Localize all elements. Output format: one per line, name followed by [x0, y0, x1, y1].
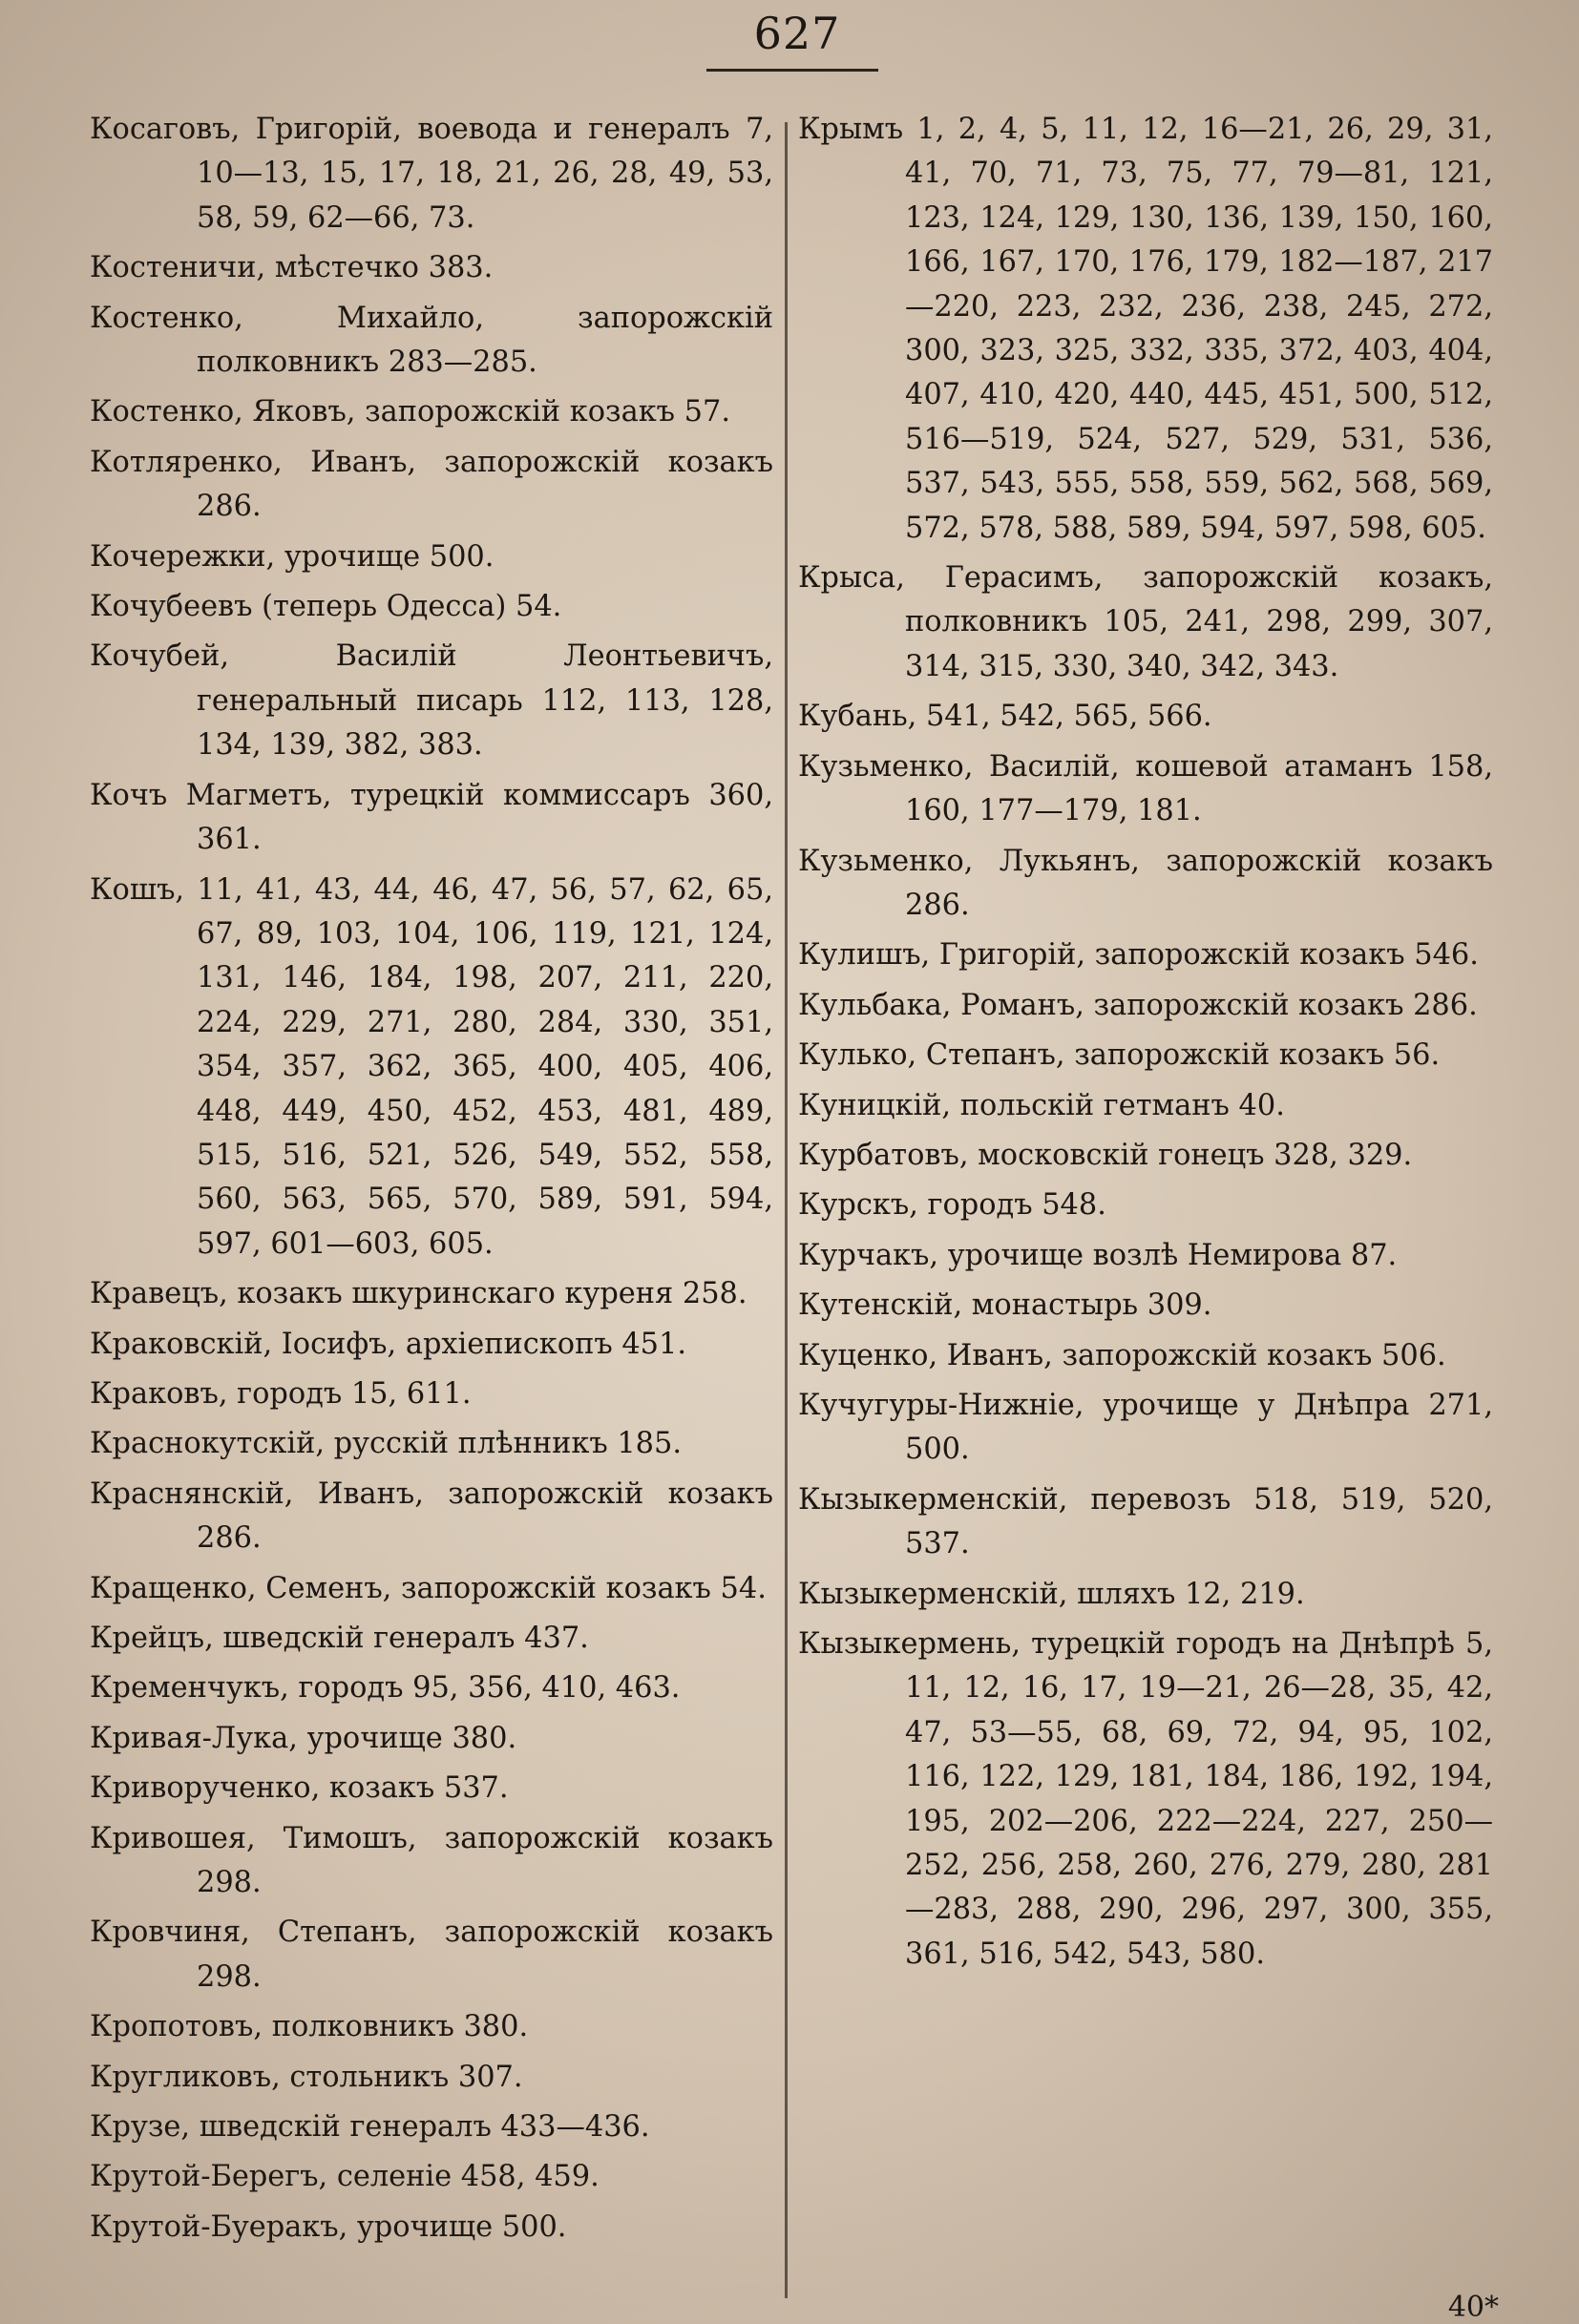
- index-entry: Краковскій, Іосифъ, архіепископъ 451.: [90, 1327, 686, 1361]
- column-divider: [785, 122, 788, 2298]
- index-entry: Кубань, 541, 542, 565, 566.: [798, 700, 1212, 734]
- index-entry: Кучугуры-Нижніе, урочище у Днѣпра 271, 500.: [798, 1388, 1493, 1467]
- index-entry: Кошъ, 11, 41, 43, 44, 46, 47, 56, 57, 62, 65, 67, 89, 103, 104, 106, 119, 121, 124, 131, 146, 184, 198, 207, 211, 220, 224, 229, 271, 280, 284, 330, 351, 354, 357, 362, 365, 400, 405, 406, 448, 449, 450, 452, 453, 481, 489, 515, 516, 521, 526, 549, 552, 558, 560, 563, 565, 570, 589, 591, 594, 597, 601—603, 605.: [90, 872, 773, 1261]
- index-column-right: [798, 108, 1493, 1982]
- index-entry: Краковъ, городъ 15, 611.: [90, 1376, 472, 1411]
- page-number: 627: [753, 8, 841, 59]
- index-entry: Костенко, Яковъ, запорожскій козакъ 57.: [90, 395, 731, 429]
- index-entry: Кочъ Магметъ, турецкій коммиссаръ 360, 361.: [90, 778, 773, 857]
- index-entry: Куницкій, польскій гетманъ 40.: [798, 1088, 1285, 1122]
- index-entry: Курбатовъ, московскій гонецъ 328, 329.: [798, 1138, 1413, 1172]
- index-entry: Куценко, Иванъ, запорожскій козакъ 506.: [798, 1338, 1446, 1372]
- index-entry: Кровчиня, Степанъ, запорожскій козакъ 298.: [90, 1916, 773, 1994]
- index-entry: Крутой-Берегъ, селеніе 458, 459.: [90, 2160, 600, 2194]
- index-entry: Кызыкерменскій, шляхъ 12, 219.: [798, 1577, 1305, 1611]
- index-entry: Курчакъ, урочище возлѣ Немирова 87.: [798, 1238, 1398, 1272]
- index-entry: Кращенко, Семенъ, запорожскій козакъ 54.: [90, 1571, 767, 1605]
- index-entry: Котляренко, Иванъ, запорожскій козакъ 286.: [90, 445, 773, 524]
- index-entry: Кузьменко, Василій, кошевой атаманъ 158, 160, 177—179, 181.: [798, 749, 1493, 828]
- index-entry: Кызыкерменскій, перевозъ 518, 519, 520, 537.: [798, 1482, 1493, 1561]
- index-entry: Кочубей, Василій Леонтьевичъ, генеральный писарь 112, 113, 128, 134, 139, 382, 383.: [90, 639, 773, 763]
- index-entry: Кременчукъ, городъ 95, 356, 410, 463.: [90, 1671, 681, 1706]
- index-entry: Кочубеевъ (теперь Одесса) 54.: [90, 590, 562, 624]
- index-entry: Костенко, Михайло, запорожскій полковникъ 283—285.: [90, 301, 773, 380]
- index-entry: Кызыкермень, турецкій городъ на Днѣпрѣ 5, 11, 12, 16, 17, 19—21, 26—28, 35, 42, 47, 53—55, 68, 69, 72, 94, 95, 102, 116, 122, 129, 181, 184, 186, 192, 194, 195, 202—206, 222—224, 227, 250—252, 256, 258, 260, 276, 279, 280, 281—283, 288, 290, 296, 297, 300, 355, 361, 516, 542, 543, 580.: [798, 1627, 1493, 1971]
- index-entry: Кругликовъ, стольникъ 307.: [90, 2060, 523, 2094]
- index-entry: Крутой-Буеракъ, урочище 500.: [90, 2209, 567, 2244]
- header-rule: [706, 69, 878, 72]
- index-entry: Крыса, Герасимъ, запорожскій козакъ, полковникъ 105, 241, 298, 299, 307, 314, 315, 330, 340, 342, 343.: [798, 561, 1493, 683]
- index-entry: Костеничи, мѣстечко 383.: [90, 251, 494, 285]
- index-entry: Кочережки, урочище 500.: [90, 539, 495, 574]
- index-entry: Косаговъ, Григорій, воевода и генералъ 7, 10—13, 15, 17, 18, 21, 26, 28, 49, 53, 58, 59, 62—66, 73.: [90, 113, 773, 235]
- index-entry: Кривая-Лука, урочище 380.: [90, 1721, 517, 1755]
- index-entry: Краснянскій, Иванъ, запорожскій козакъ 286.: [90, 1476, 773, 1556]
- index-entry: Кузьменко, Лукьянъ, запорожскій козакъ 286.: [798, 844, 1493, 922]
- signature-mark: 40*: [1447, 2291, 1499, 2324]
- index-entry: Курскъ, городъ 548.: [798, 1188, 1106, 1223]
- index-entry: Краснокутскій, русскій плѣнникъ 185.: [90, 1427, 682, 1461]
- index-column-left: [90, 108, 773, 2255]
- index-entry: Кульбака, Романъ, запорожскій козакъ 286.: [798, 988, 1478, 1022]
- index-entry: Криворученко, козакъ 537.: [90, 1771, 509, 1806]
- index-entry: Кулишъ, Григорій, запорожскій козакъ 546.: [798, 938, 1479, 973]
- index-entry: Кропотовъ, полковникъ 380.: [90, 2010, 529, 2044]
- index-entry: Кутенскій, монастырь 309.: [798, 1288, 1212, 1323]
- index-entry: Крузе, шведскій генералъ 433—436.: [90, 2110, 650, 2145]
- index-entry: Кулько, Степанъ, запорожскій козакъ 56.: [798, 1038, 1441, 1073]
- index-entry: Кривошея, Тимошъ, запорожскій козакъ 298.: [90, 1821, 773, 1900]
- index-entry: Кравецъ, козакъ шкуринскаго куреня 258.: [90, 1277, 747, 1311]
- index-entry: Крейцъ, шведскій генералъ 437.: [90, 1622, 589, 1655]
- index-entry: Крымъ 1, 2, 4, 5, 11, 12, 16—21, 26, 29, 31, 41, 70, 71, 73, 75, 77, 79—81, 121, 123, 124, 129, 130, 136, 139, 150, 160, 166, 167, 170, 176, 179, 182—187, 217—220, 223, 232, 236, 238, 245, 272, 300, 323, 325, 332, 335, 372, 403, 404, 407, 410, 420, 440, 445, 451, 500, 512, 516—519, 524, 527, 529, 531, 536, 537, 543, 555, 558, 559, 562, 568, 569, 572, 578, 588, 589, 594, 597, 598, 605.: [798, 113, 1493, 545]
